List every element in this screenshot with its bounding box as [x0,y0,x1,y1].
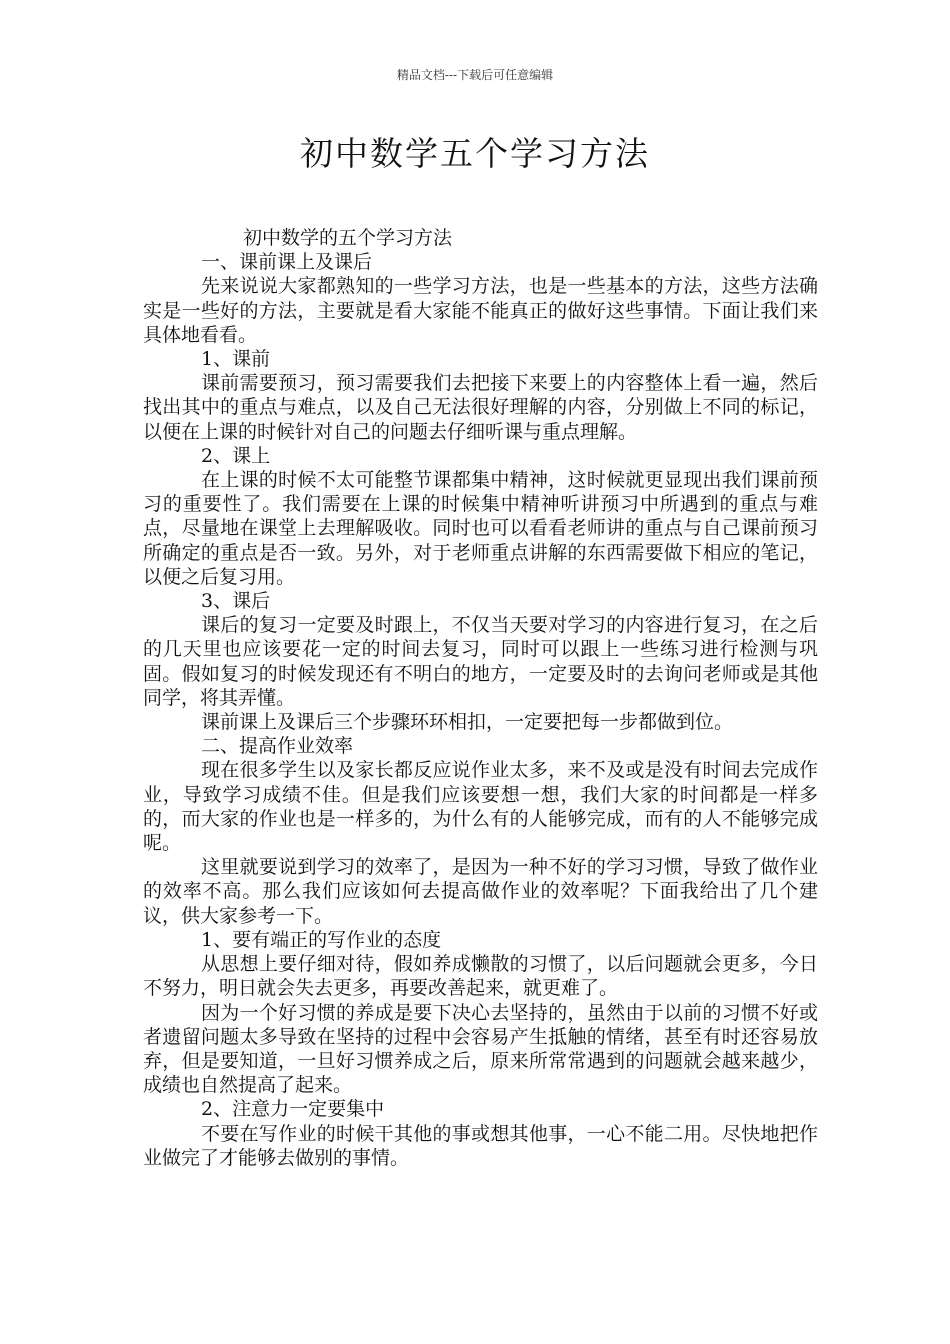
body-paragraph: 不要在写作业的时候干其他的事或想其他事，一心不能二用。尽快地把作业做完了才能够去做别的事情。 [143,1122,818,1169]
body-paragraph: 课前课上及课后三个步骤环环相扣，一定要把每一步都做到位。 [201,711,734,734]
header-note: 精品文档---下载后可任意编辑 [396,68,554,82]
subsection-heading: 2、注意力一定要集中 [201,1098,385,1121]
subsection-heading: 1、课前 [201,348,271,371]
document-body [143,226,818,1170]
section-heading: 二、提高作业效率 [201,735,354,758]
subtitle-paragraph: 初中数学的五个学习方法 [243,227,453,249]
body-paragraph: 从思想上要仔细对待，假如养成懒散的习惯了，以后问题就会更多，今日不努力，明日就会失去更多，再要改善起来，就更难了。 [143,953,818,1000]
subsection-heading: 3、课后 [201,590,271,613]
document-title: 初中数学五个学习方法 [300,134,650,173]
section-heading: 一、课前课上及课后 [201,251,373,274]
body-paragraph: 在上课的时候不太可能整节课都集中精神，这时候就更显现出我们课前预习的重要性了。我们需要在上课的时候集中精神听讲预习中所遇到的重点与难点，尽量地在课堂上去理解吸收。同时也可以看看老师讲的重点与自己课前预习所确定的重点是否一致。另外，对于老师重点讲解的东西需要做下相应的笔记，以便之后复习用。 [143,469,818,588]
body-paragraph: 课后的复习一定要及时跟上，不仅当天要对学习的内容进行复习，在之后的几天里也应该要花一定的时间去复习，同时可以跟上一些练习进行检测与巩固。假如复习的时候发现还有不明白的地方，一定要及时的去询问老师或是其他同学，将其弄懂。 [143,614,818,709]
body-paragraph: 这里就要说到学习的效率了，是因为一种不好的学习习惯，导致了做作业的效率不高。那么我们应该如何去提高做作业的效率呢？下面我给出了几个建议，供大家参考一下。 [143,856,818,927]
body-paragraph: 现在很多学生以及家长都反应说作业太多，来不及或是没有时间去完成作业，导致学习成绩不佳。但是我们应该要想一想，我们大家的时间都是一样多的，而大家的作业也是一样多的，为什么有的人能够完成，而有的人不能够完成呢。 [143,759,818,855]
body-paragraph: 因为一个好习惯的养成是要下决心去坚持的，虽然由于以前的习惯不好或者遗留问题太多导致在坚持的过程中会容易产生抵触的情绪，甚至有时还容易放弃，但是要知道，一旦好习惯养成之后，原来所常常遇到的问题就会越来越少，成绩也自然提高了起来。 [143,1001,818,1097]
body-paragraph: 课前需要预习，预习需要我们去把接下来要上的内容整体上看一遍，然后找出其中的重点与难点，以及自己无法很好理解的内容，分别做上不同的标记，以便在上课的时候针对自己的问题去仔细听课与重点理解。 [143,372,818,443]
subsection-heading: 2、课上 [201,444,271,467]
subsection-heading: 1、要有端正的写作业的态度 [201,928,442,951]
body-paragraph: 先来说说大家都熟知的一些学习方法，也是一些基本的方法，这些方法确实是一些好的方法，主要就是看大家能不能真正的做好这些事情。下面让我们来具体地看看。 [143,275,818,346]
